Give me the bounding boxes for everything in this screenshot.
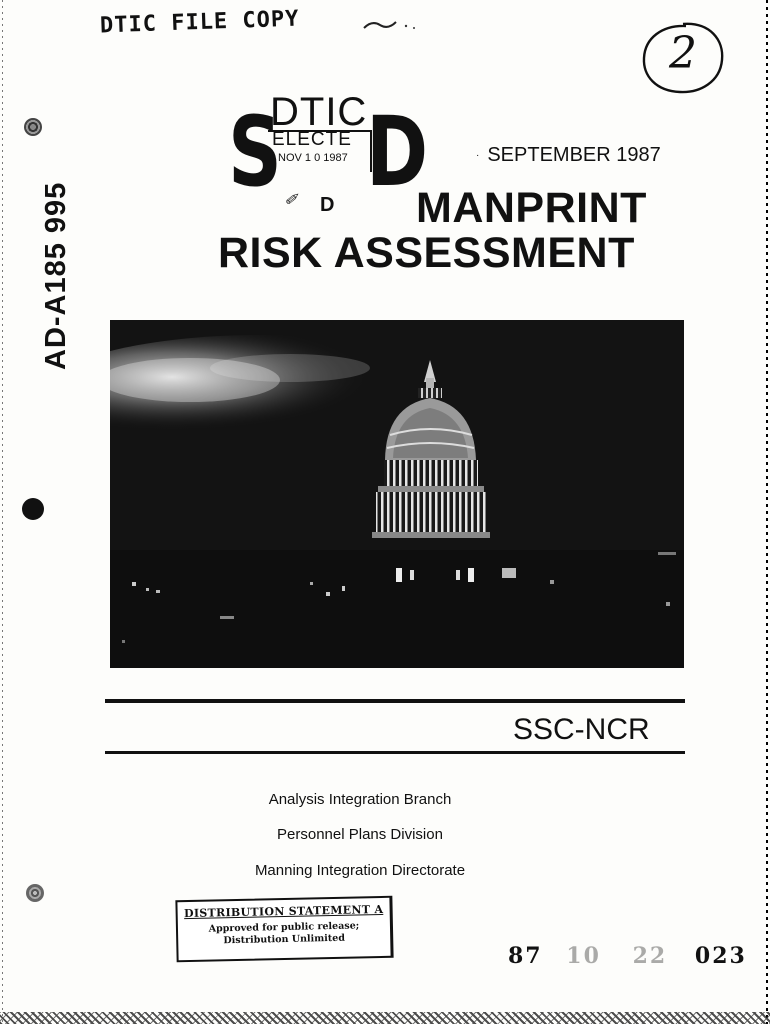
issuing-unit-branch: Analysis Integration Branch — [268, 791, 452, 808]
capitol-night-photo — [110, 320, 684, 668]
capitol-dome-image — [110, 320, 684, 668]
copy-number: 2 — [669, 28, 697, 79]
scan-edge-right — [766, 0, 768, 1024]
punch-hole-middle — [22, 498, 44, 520]
stamp-letter-s: S — [228, 96, 282, 208]
stamp-letter-d-small: D — [320, 194, 335, 216]
stamp-date: NOV 1 0 1987 — [278, 152, 348, 164]
stamp-electe-word: ELECTE — [272, 129, 352, 150]
circled-copy-number — [640, 20, 726, 96]
stamp-letter-d: D — [366, 96, 429, 208]
bottom-divider — [105, 751, 685, 754]
report-date-text: SEPTEMBER 1987 — [487, 144, 661, 166]
scan-edge-left — [2, 0, 3, 1024]
distribution-line-1: Approved for public release; — [208, 920, 360, 935]
serial-part-4: 023 — [694, 943, 747, 969]
stamp-pen-mark: ✐ — [284, 192, 298, 209]
stamp-dtic-word: DTIC — [270, 90, 368, 134]
report-date — [476, 144, 661, 167]
top-divider — [105, 699, 685, 703]
issuing-unit-directorate: Manning Integration Directorate — [254, 862, 466, 879]
accession-number: AD-A185 995 — [40, 181, 72, 370]
bullet-dot-icon: · — [476, 150, 480, 162]
scan-bottom-noise — [0, 1012, 770, 1024]
distribution-heading: DISTRIBUTION STATEMENT A — [183, 902, 384, 921]
issuing-unit-division: Personnel Plans Division — [277, 826, 443, 843]
distribution-line-2: Distribution Unlimited — [223, 932, 346, 947]
serial-part-1: 87 — [508, 943, 543, 969]
serial-part-3: 22 — [632, 943, 668, 969]
pen-scribble — [362, 16, 422, 34]
document-serial — [508, 943, 747, 969]
serial-part-2: 10 — [566, 943, 601, 969]
distribution-statement-stamp — [175, 896, 393, 963]
title-line-1: MANPRINT — [416, 184, 647, 232]
organization-code: SSC-NCR — [513, 713, 650, 746]
punch-hole-bottom — [26, 884, 44, 902]
title-line-2: RISK ASSESSMENT — [218, 229, 635, 277]
dtic-electe-stamp — [228, 86, 429, 216]
punch-hole-top — [24, 118, 42, 136]
accession-number-block — [40, 181, 80, 390]
file-copy-mark: DTIC FILE COPY — [99, 6, 300, 39]
